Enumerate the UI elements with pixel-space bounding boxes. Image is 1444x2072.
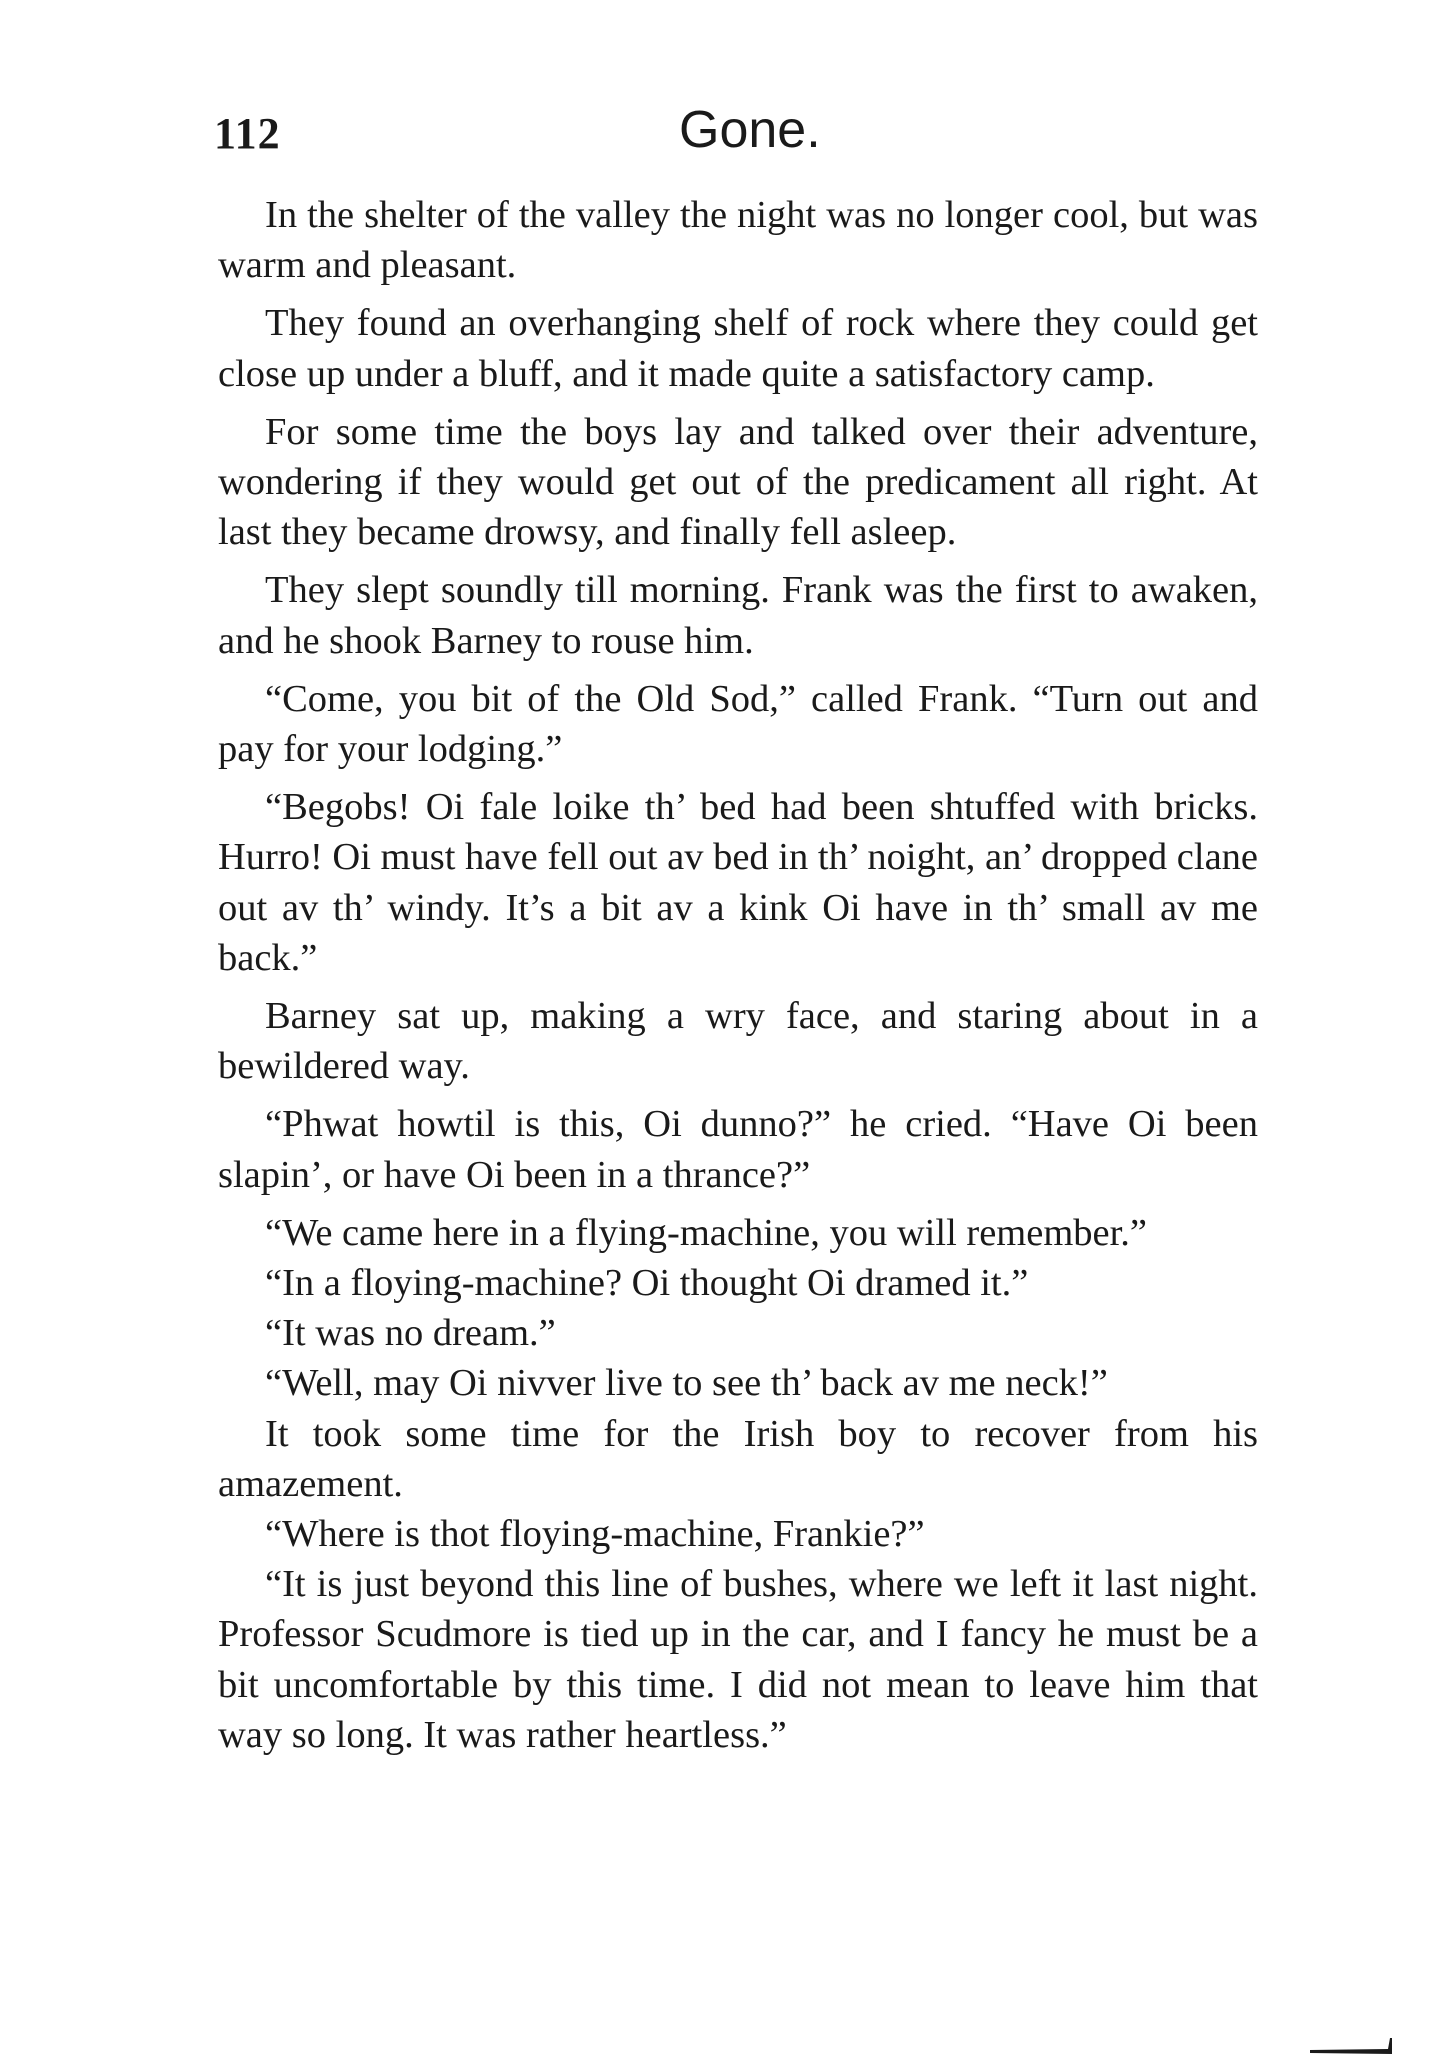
- paragraph: It took some time for the Irish boy to recover from his amazement.: [218, 1412, 1258, 1505]
- paragraph: “Where is thot floying-machine, Frankie?”: [265, 1513, 925, 1556]
- paragraph: “Begobs! Oi fale loike th’ bed had been shtuffed with bricks. Hurro! Oi must have fell out av bed in th’ noight, an’ dropped clane out av th’ windy. It’s a bit av a kink Oi have in th’ small av me back.”: [218, 786, 1258, 979]
- body-text: [218, 190, 1258, 1760]
- paragraph: For some time the boys lay and talked over their adventure, wondering if they would get out of the predicament all right. At last they became drowsy, and finally fell asleep.: [218, 410, 1258, 554]
- paragraph: “We came here in a flying-machine, you will remember.”: [265, 1211, 1148, 1254]
- page-corner-mark: [1310, 2038, 1392, 2054]
- paragraph: They slept soundly till morning. Frank was the first to awaken, and he shook Barney to rouse him.: [218, 569, 1258, 662]
- paragraph: “Well, may Oi nivver live to see th’ back av me neck!”: [265, 1362, 1108, 1405]
- paragraph: Barney sat up, making a wry face, and staring about in a bewildered way.: [218, 995, 1258, 1088]
- paragraph: “Phwat howtil is this, Oi dunno?” he cried. “Have Oi been slapin’, or have Oi been in a thrance?”: [218, 1103, 1258, 1196]
- paragraph: “Come, you bit of the Old Sod,” called Frank. “Turn out and pay for your lodging.”: [218, 677, 1258, 771]
- running-title: Gone.: [679, 101, 821, 159]
- paragraph: “It was no dream.”: [265, 1312, 556, 1355]
- paragraph: In the shelter of the valley the night was no longer cool, but was warm and pleasant.: [218, 194, 1258, 287]
- paragraph: “In a floying-machine? Oi thought Oi dramed it.”: [265, 1262, 1029, 1305]
- paragraph: “It is just beyond this line of bushes, where we left it last night. Professor Scudmore is tied up in the car, and I fancy he must be a bit uncomfortable by this time. I did not mean to leave him that way so long. It was rather heartless.”: [218, 1563, 1258, 1756]
- page-number: 112: [214, 109, 281, 158]
- paragraph: They found an overhanging shelf of rock where they could get close up under a bluff, and it made quite a satisfactory camp.: [218, 302, 1258, 395]
- page-header: [214, 100, 1254, 170]
